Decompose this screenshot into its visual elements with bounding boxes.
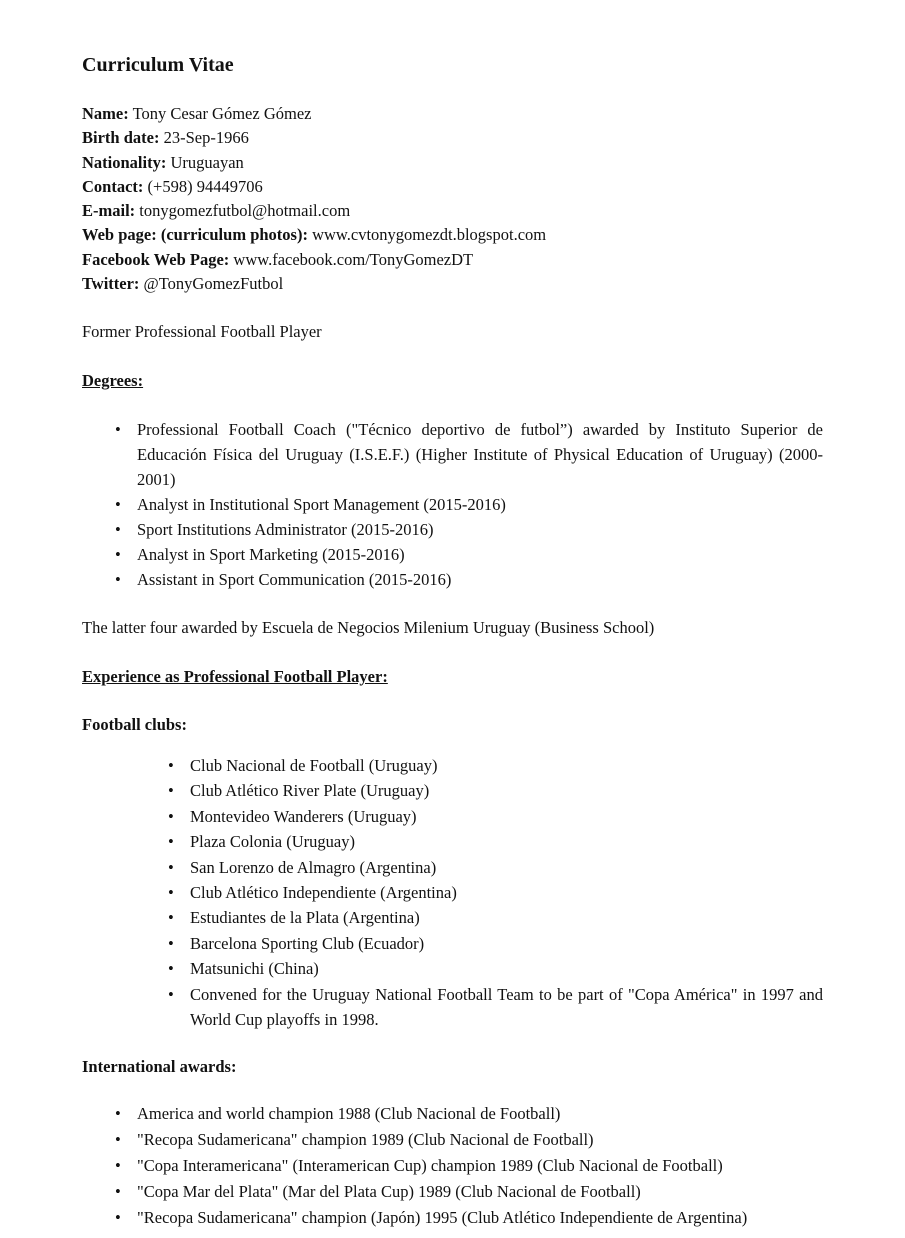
info-twitter — [82, 272, 824, 296]
item-text: Club Atlético Independiente (Argentina) — [190, 883, 457, 903]
page-title: Curriculum Vitae — [82, 54, 234, 76]
list-item — [115, 1153, 837, 1179]
info-web-page — [82, 223, 824, 247]
bullet-icon: • — [115, 420, 121, 439]
item-text: "Recopa Sudamericana" champion 1989 (Club Nacional de Football) — [137, 1130, 594, 1149]
list-item — [115, 492, 823, 517]
item-text: America and world champion 1988 (Club Nacional de Football) — [137, 1104, 561, 1123]
bullet-icon: • — [168, 806, 174, 826]
value[interactable]: www.cvtonygomezdt.blogspot.com — [312, 225, 547, 245]
degrees-note: The latter four awarded by Escuela de Negocios Milenium Uruguay (Business School) — [82, 618, 655, 637]
list-item — [168, 804, 823, 829]
clubs-list — [168, 753, 823, 1032]
list-item — [168, 905, 823, 930]
item-text: Convened for the Uruguay National Football Team to be part of "Copa América" in 1997 and World Cup playoffs in 1998. — [190, 984, 823, 1030]
value: (+598) 94449706 — [147, 176, 263, 196]
bullet-icon: • — [115, 570, 121, 589]
personal-info — [82, 102, 824, 296]
item-text: Barcelona Sporting Club (Ecuador) — [190, 933, 425, 953]
bullet-icon: • — [168, 781, 174, 801]
info-facebook — [82, 248, 824, 272]
list-item — [168, 778, 823, 803]
label: Nationality: — [82, 152, 167, 172]
list-item — [115, 1101, 837, 1127]
bullet-icon: • — [168, 832, 174, 852]
value: @TonyGomezFutbol — [143, 274, 284, 294]
bullet-icon: • — [168, 857, 174, 877]
item-text: Sport Institutions Administrator (2015-2016) — [137, 520, 434, 539]
item-text: "Copa Mar del Plata" (Mar del Plata Cup) 1989 (Club Nacional de Football) — [137, 1182, 641, 1201]
list-item — [168, 855, 823, 880]
list-item — [115, 1127, 837, 1153]
bullet-icon: • — [115, 495, 121, 514]
info-email — [82, 199, 824, 223]
label: Contact: — [82, 176, 144, 196]
label: Twitter: — [82, 274, 140, 294]
list-item — [168, 829, 823, 854]
bullet-icon: • — [168, 908, 174, 928]
item-text: Plaza Colonia (Uruguay) — [190, 832, 355, 852]
experience-heading: Experience as Professional Football Player: — [82, 667, 388, 686]
list-item — [115, 1205, 837, 1231]
bullet-icon: • — [115, 1104, 121, 1123]
value: 23-Sep-1966 — [163, 128, 249, 148]
list-item — [115, 567, 823, 592]
bullet-icon: • — [168, 933, 174, 953]
degrees-heading: Degrees: — [82, 371, 144, 390]
info-birth-date — [82, 126, 824, 150]
bullet-icon: • — [115, 1182, 121, 1201]
list-item — [168, 753, 823, 778]
info-nationality — [82, 151, 824, 175]
item-text: Estudiantes de la Plata (Argentina) — [190, 908, 420, 928]
value: Tony Cesar Gómez Gómez — [132, 104, 312, 123]
bullet-icon: • — [115, 1130, 121, 1149]
item-text: Montevideo Wanderers (Uruguay) — [190, 806, 417, 826]
item-text: Matsunichi (China) — [190, 959, 319, 979]
item-text: Analyst in Sport Marketing (2015-2016) — [137, 545, 405, 564]
list-item — [168, 956, 823, 981]
awards-list — [115, 1101, 837, 1231]
label: E-mail: — [82, 201, 136, 221]
item-text: Club Nacional de Football (Uruguay) — [190, 756, 438, 775]
value: Uruguayan — [170, 152, 244, 172]
bullet-icon: • — [115, 1156, 121, 1175]
item-text: Analyst in Institutional Sport Management (2015-2016) — [137, 495, 506, 514]
label: Web page: (curriculum photos): — [82, 225, 308, 245]
awards-heading: International awards: — [82, 1057, 237, 1076]
bullet-icon: • — [115, 1208, 121, 1227]
bullet-icon: • — [168, 883, 174, 903]
clubs-heading: Football clubs: — [82, 715, 187, 734]
item-text: Assistant in Sport Communication (2015-2016) — [137, 570, 452, 589]
list-item — [168, 931, 823, 956]
item-text: Professional Football Coach ("Técnico deportivo de futbol”) awarded by Instituto Superior de Educación Física del Uruguay (I.S.E.F.) (Higher Institute of Physical Education of Uruguay) (2000-2001) — [137, 420, 823, 489]
list-item — [115, 542, 823, 567]
list-item — [115, 1179, 837, 1205]
bullet-icon: • — [115, 520, 121, 539]
list-item — [168, 982, 823, 1033]
list-item — [168, 880, 823, 905]
item-text: Club Atlético River Plate (Uruguay) — [190, 781, 430, 801]
label: Birth date: — [82, 128, 160, 148]
label: Name: — [82, 104, 129, 123]
info-name — [82, 102, 824, 126]
value[interactable]: tonygomezfutbol@hotmail.com — [139, 201, 351, 221]
summary: Former Professional Football Player — [82, 322, 322, 341]
degrees-list — [115, 417, 823, 592]
item-text: San Lorenzo de Almagro (Argentina) — [190, 857, 437, 877]
list-item — [115, 417, 823, 492]
bullet-icon: • — [168, 984, 174, 1004]
item-text: "Copa Interamericana" (Interamerican Cup) champion 1989 (Club Nacional de Football) — [137, 1156, 723, 1175]
bullet-icon: • — [168, 959, 174, 979]
value[interactable]: www.facebook.com/TonyGomezDT — [233, 249, 474, 269]
list-item — [115, 517, 823, 542]
bullet-icon: • — [115, 545, 121, 564]
label: Facebook Web Page: — [82, 249, 230, 269]
item-text: "Recopa Sudamericana" champion (Japón) 1995 (Club Atlético Independiente de Argentina) — [137, 1208, 748, 1227]
info-contact — [82, 175, 824, 199]
bullet-icon: • — [168, 756, 174, 775]
